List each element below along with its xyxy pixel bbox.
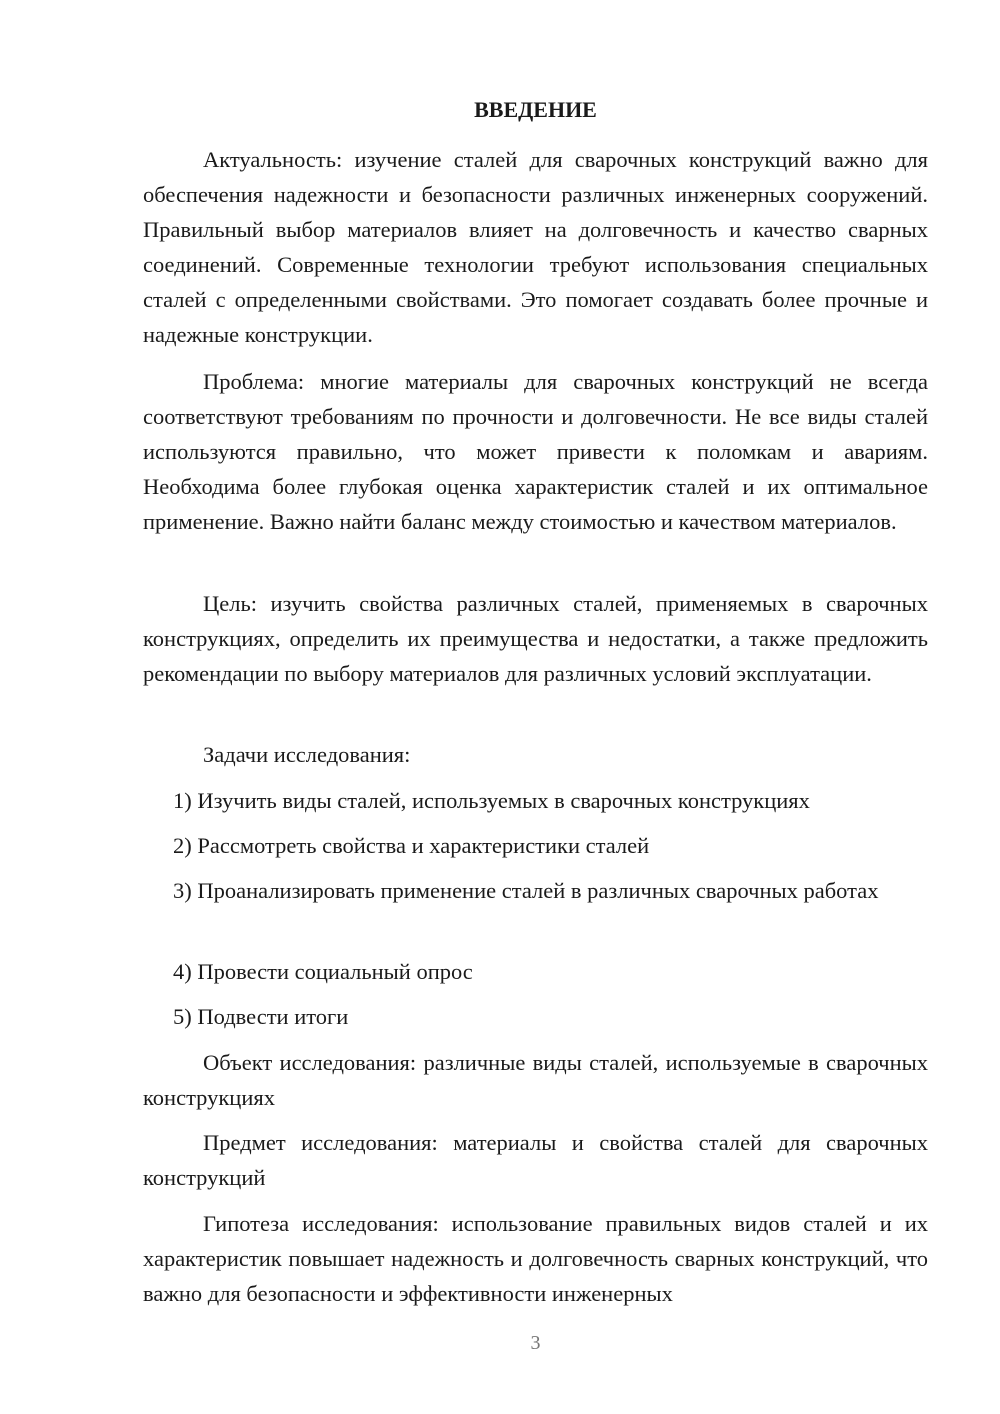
paragraph-object: Объект исследования: различные виды сталей, используемые в сварочных конструкциях	[143, 1050, 928, 1110]
task-item-1: 1) Изучить виды сталей, используемых в сварочных конструкциях	[173, 788, 810, 813]
document-page	[143, 0, 928, 1414]
paragraph-subject: Предмет исследования: материалы и свойства сталей для сварочных конструкций	[143, 1130, 928, 1190]
section-title: ВВЕДЕНИЕ	[474, 97, 597, 122]
paragraph-hypothesis: Гипотеза исследования: использование правильных видов сталей и их характеристик повышает надежность и долговечность сварных конструкций, что важно для безопасности и эффективности инженерных	[143, 1211, 928, 1306]
task-item-5: 5) Подвести итоги	[173, 1004, 349, 1029]
paragraph-problem: Проблема: многие материалы для сварочных конструкций не всегда соответствуют требованиям по прочности и долговечности. Не все виды сталей используются правильно, что может привести к поломкам и авариям. Необходима более глубокая оценка характеристик сталей и их оптимальное применение. Важно найти баланс между стоимостью и качеством материалов.	[143, 369, 928, 534]
task-item-2: 2) Рассмотреть свойства и характеристики сталей	[173, 833, 650, 858]
tasks-heading: Задачи исследования:	[203, 742, 411, 767]
page-number: 3	[530, 1332, 541, 1354]
task-item-3: 3) Проанализировать применение сталей в различных сварочных работах	[173, 878, 879, 903]
paragraph-relevance: Актуальность: изучение сталей для сварочных конструкций важно для обеспечения надежности и безопасности различных инженерных сооружений. Правильный выбор материалов влияет на долговечность и качество сварных соединений. Современные технологии требуют использования специальных сталей с определенными свойствами. Это помогает создавать более прочные и надежные конструкции.	[143, 147, 928, 347]
paragraph-goal: Цель: изучить свойства различных сталей, применяемых в сварочных конструкциях, определить их преимущества и недостатки, а также предложить рекомендации по выбору материалов для различных условий эксплуатации.	[143, 591, 928, 686]
task-item-4: 4) Провести социальный опрос	[173, 959, 473, 984]
